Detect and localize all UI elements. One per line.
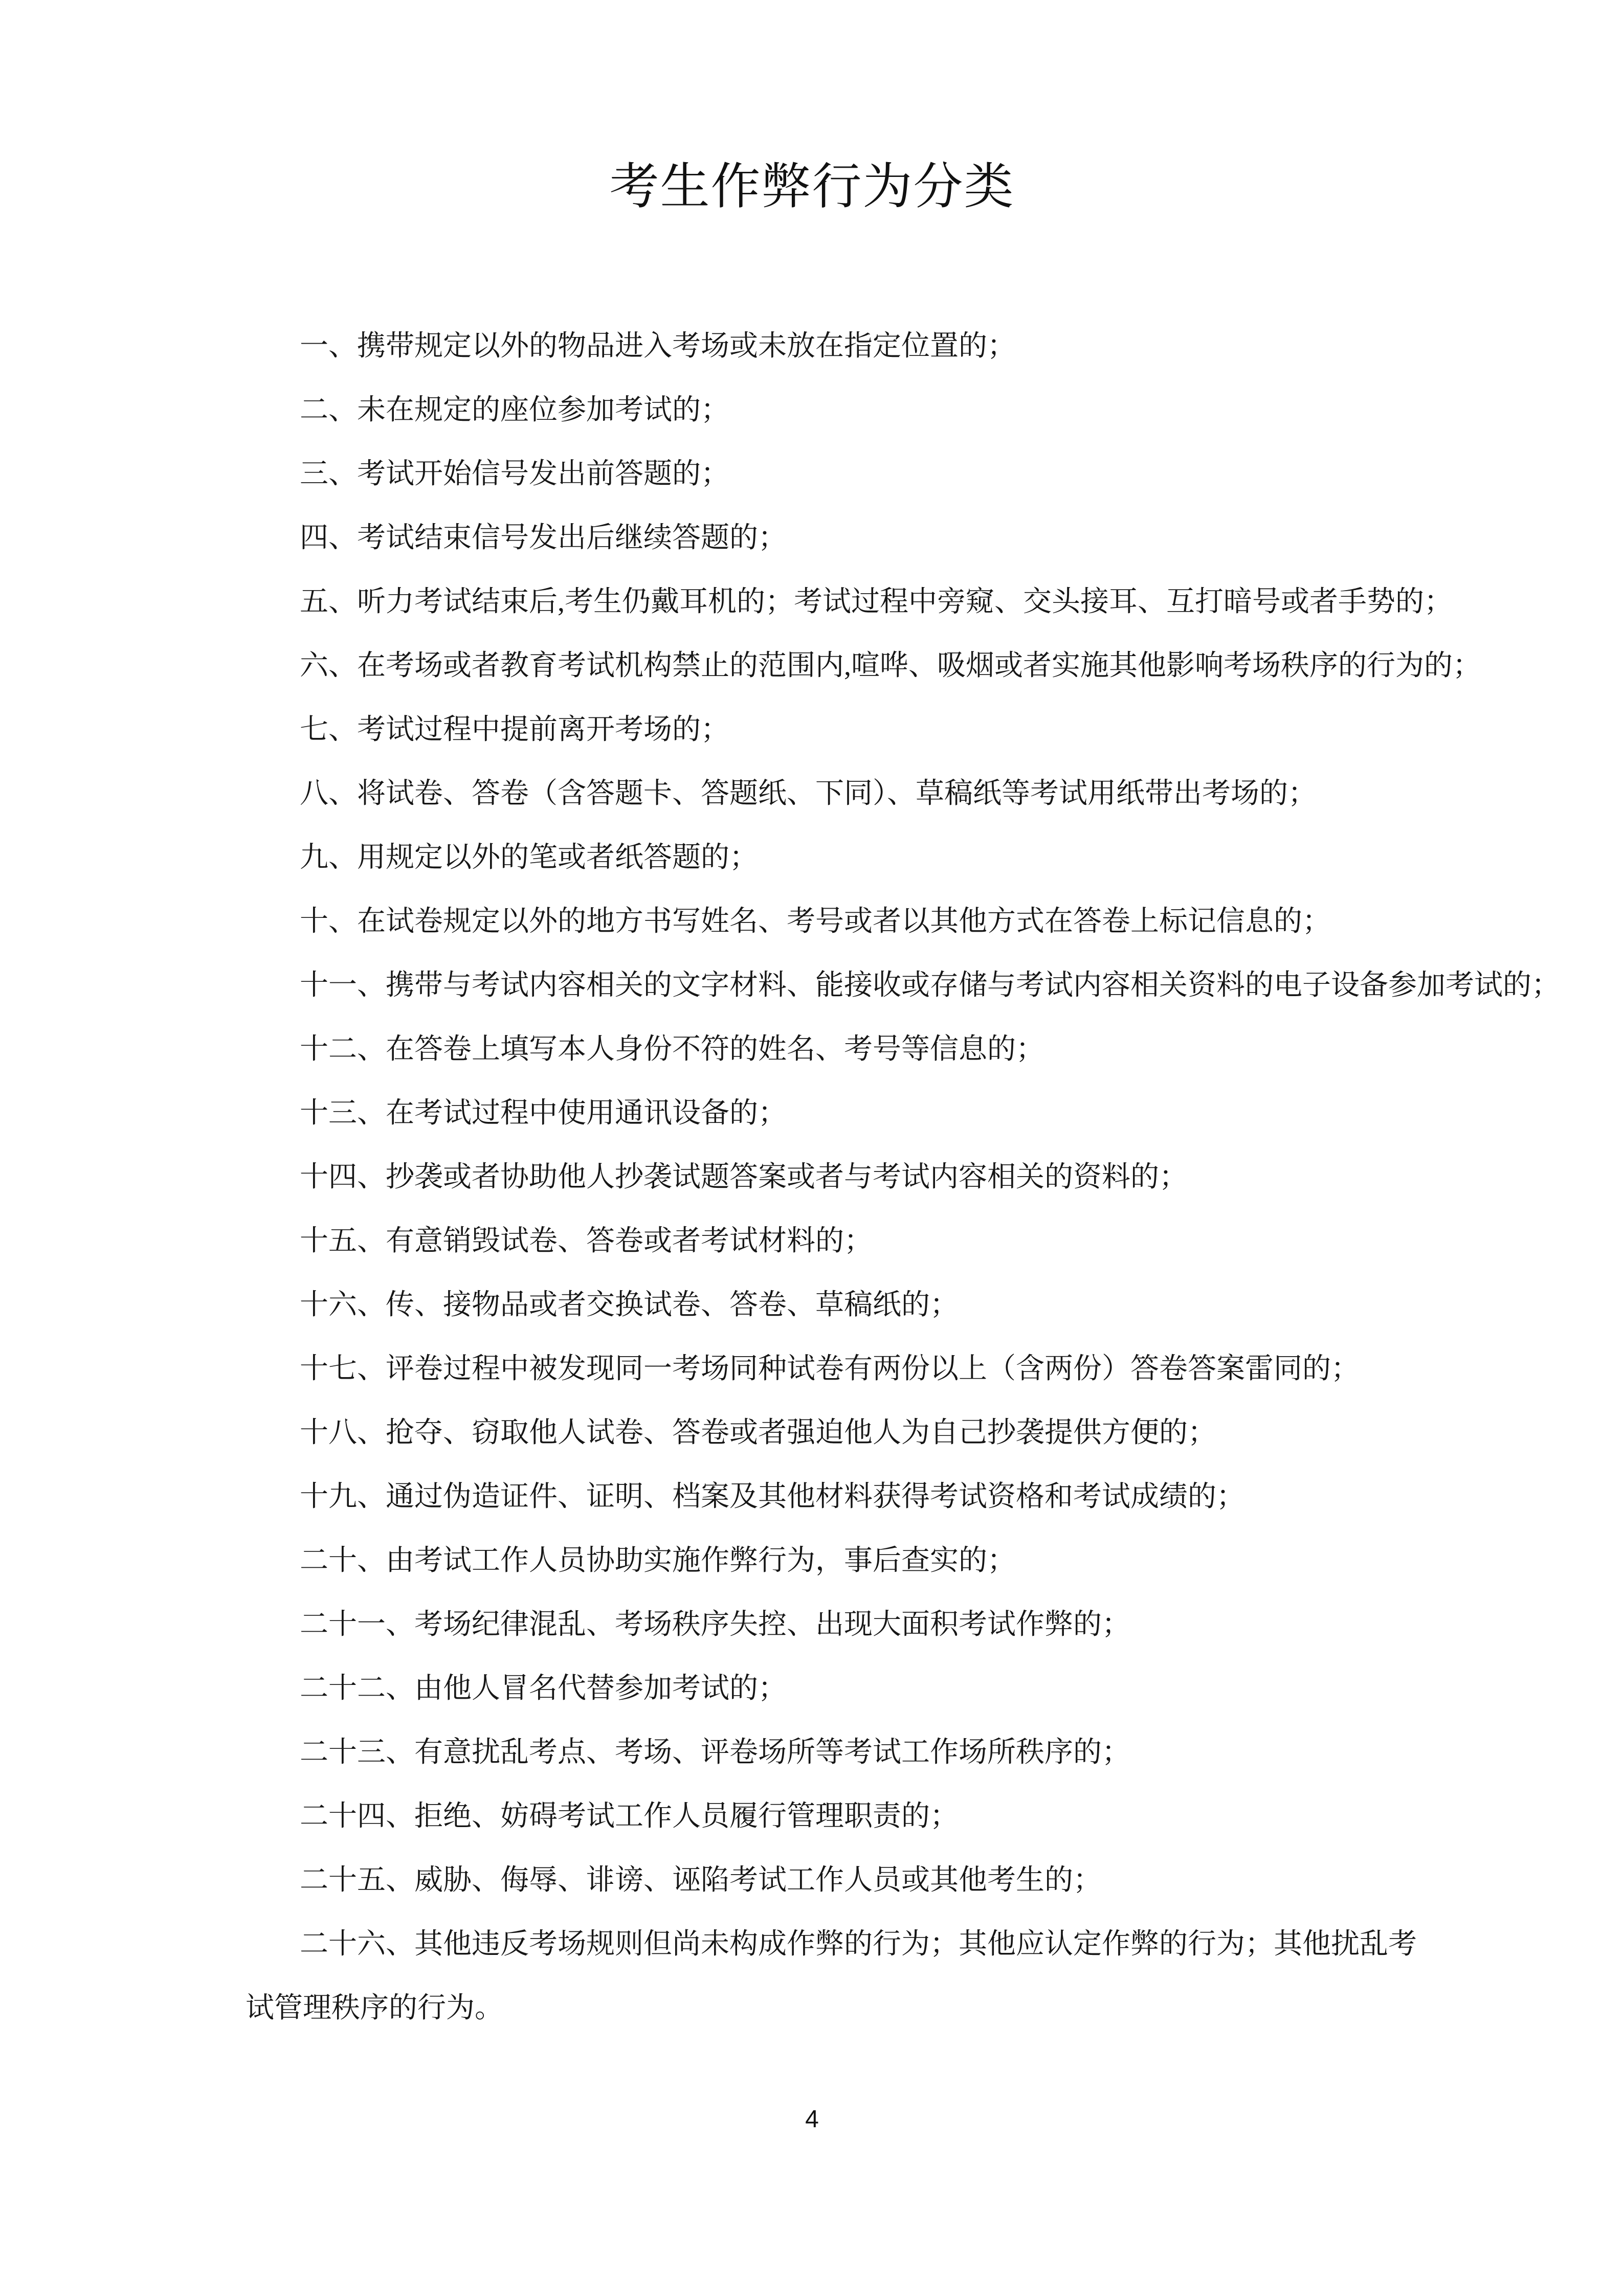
- list-line: 九、用规定以外的笔或者纸答题的；: [300, 842, 758, 873]
- list-line: 二十二、由他人冒名代替参加考试的；: [300, 1673, 787, 1704]
- page-footer: [0, 2104, 1624, 2135]
- list-line: 十五、有意销毁试卷、答卷或者考试材料的；: [300, 1225, 873, 1257]
- page-number: 4: [805, 2106, 819, 2133]
- page-title: 考生作弊行为分类: [609, 159, 1015, 214]
- list-line: 二、未在规定的座位参加考试的；: [300, 394, 729, 426]
- list-line: 五、听力考试结束后,考生仍戴耳机的；考试过程中旁窥、交头接耳、互打暗号或者手势的；: [300, 586, 1453, 618]
- list-line: 十一、携带与考试内容相关的文字材料、能接收或存储与考试内容相关资料的电子设备参加考试的；: [300, 970, 1560, 1001]
- cheating-behavior-list: [246, 314, 1560, 2040]
- list-line: 二十六、其他违反考场规则但尚未构成作弊的行为；其他应认定作弊的行为；其他扰乱考: [300, 1928, 1417, 1960]
- list-line: 八、将试卷、答卷（含答题卡、答题纸、下同）、草稿纸等考试用纸带出考场的；: [300, 778, 1317, 809]
- list-line: 十九、通过伪造证件、证明、档案及其他材料获得考试资格和考试成绩的；: [300, 1481, 1245, 1513]
- list-line: 七、考试过程中提前离开考场的；: [300, 714, 729, 746]
- list-line: 二十三、有意扰乱考点、考场、评卷场所等考试工作场所秩序的；: [300, 1737, 1130, 1768]
- list-line: 三、考试开始信号发出前答题的；: [300, 458, 729, 490]
- list-line: 十八、抢夺、窃取他人试卷、答卷或者强迫他人为自己抄袭提供方便的；: [300, 1417, 1216, 1449]
- list-line: 六、在考场或者教育考试机构禁止的范围内,喧哗、吸烟或者实施其他影响考场秩序的行为的；: [300, 650, 1481, 682]
- list-line: 二十、由考试工作人员协助实施作弊行为，事后查实的；: [300, 1545, 1016, 1577]
- list-line: 十七、评卷过程中被发现同一考场同种试卷有两份以上（含两份）答卷答案雷同的；: [300, 1353, 1360, 1385]
- list-line: 十四、抄袭或者协助他人抄袭试题答案或者与考试内容相关的资料的；: [300, 1161, 1188, 1193]
- list-line: 二十四、拒绝、妨碍考试工作人员履行管理职责的；: [300, 1800, 959, 1832]
- list-line: 四、考试结束信号发出后继续答题的；: [300, 522, 787, 554]
- list-line: 十二、在答卷上填写本人身份不符的姓名、考号等信息的；: [300, 1033, 1044, 1065]
- list-line: 试管理秩序的行为。: [246, 1992, 503, 2024]
- list-line: 十三、在考试过程中使用通讯设备的；: [300, 1097, 787, 1129]
- list-line: 二十五、威胁、侮辱、诽谤、诬陷考试工作人员或其他考生的；: [300, 1864, 1102, 1896]
- list-line: 十六、传、接物品或者交换试卷、答卷、草稿纸的；: [300, 1289, 959, 1321]
- list-line: 一、携带规定以外的物品进入考场或未放在指定位置的；: [300, 330, 1016, 362]
- list-line: 二十一、考场纪律混乱、考场秩序失控、出现大面积考试作弊的；: [300, 1609, 1130, 1640]
- list-line: 十、在试卷规定以外的地方书写姓名、考号或者以其他方式在答卷上标记信息的；: [300, 906, 1331, 937]
